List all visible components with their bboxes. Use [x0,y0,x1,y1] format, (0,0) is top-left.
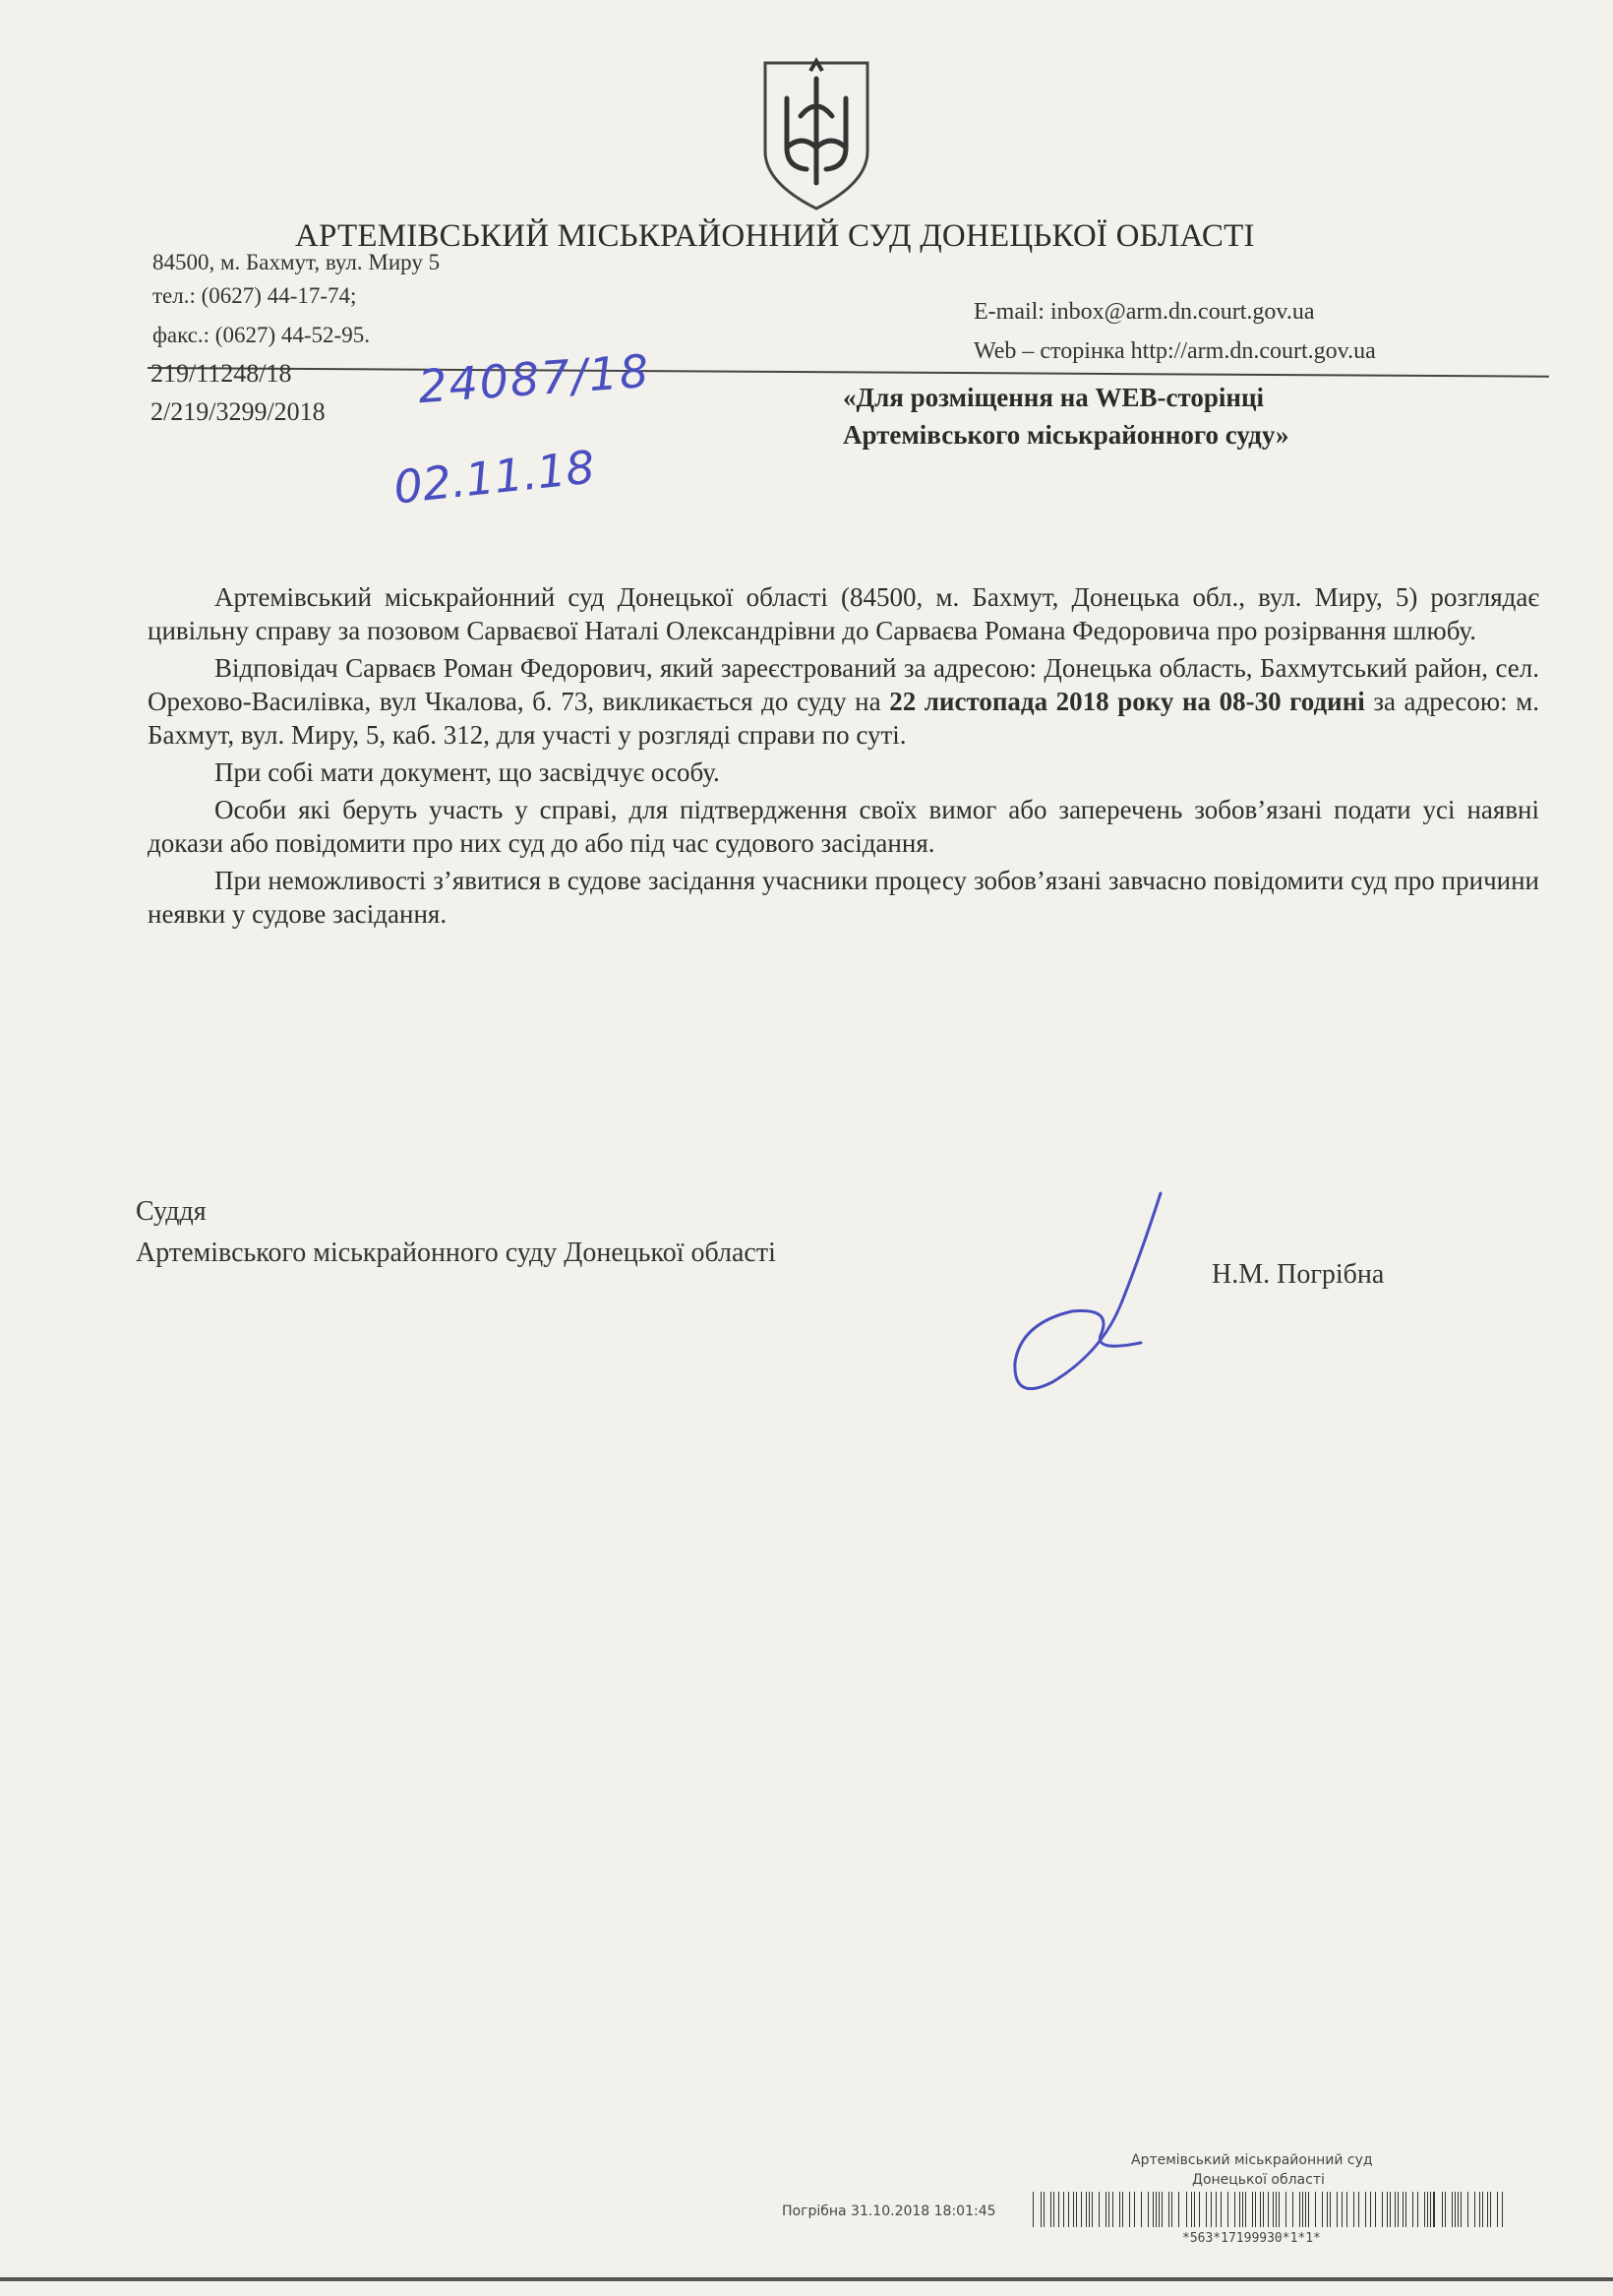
barcode-bar [1358,2192,1359,2227]
barcode-bar [1076,2192,1077,2227]
court-website: Web – сторінка http://arm.dn.court.gov.ua [974,338,1376,364]
barcode-bar [1245,2192,1246,2227]
barcode-bar [1033,2192,1034,2227]
barcode-bar [1199,2192,1200,2227]
court-fax: факс.: (0627) 44-52-95. [152,323,370,347]
barcode-bar [1112,2192,1113,2227]
barcode-bar [1337,2192,1338,2227]
barcode-number: *563*17199930*1*1* [1182,2231,1321,2246]
barcode-bar [1455,2192,1456,2227]
barcode-bar [1412,2192,1413,2227]
barcode-bar [1382,2192,1383,2227]
barcode-bar [1194,2192,1195,2227]
barcode-bar [1134,2192,1135,2227]
handwritten-incoming-number: 24087/18 [416,343,652,414]
barcode-bar [1252,2192,1253,2227]
barcode-bar [1482,2192,1483,2227]
summons-start: Відповідач Сарваєв Роман Федорович, який зареєстрований за адресою: Донецька область, Бахмутський район, сел. Орехово-Василівка, вул Чкалова, б. 73, викликається до суду на [148,653,1539,716]
registration-stamp-date: Погрібна 31.10.2018 18:01:45 [782,2204,996,2219]
paragraph-summons [148,651,1539,752]
registration-stamp-court: Артемівський міськрайонний суд [1131,2152,1373,2168]
paragraph-evidence: Особи які беруть участь у справі, для підтвердження своїх вимог або заперечень зобов’язані подати усі наявні докази або повідомити про них суд до або під час судового засідання. [148,795,1539,858]
barcode-bar [1089,2192,1090,2227]
barcode-bar [1273,2192,1274,2227]
barcode-bar [1315,2192,1316,2227]
handwritten-signature [993,1185,1190,1402]
barcode-bar [1405,2192,1406,2227]
barcode-bar [1276,2192,1277,2227]
barcode-bar [1211,2192,1212,2227]
barcode-bar [1395,2192,1396,2227]
barcode-bar [1370,2192,1371,2227]
barcode-bar [1353,2192,1354,2227]
barcode-bar [1141,2192,1142,2227]
court-title: АРТЕМІВСЬКИЙ МІСЬКРАЙОННИЙ СУД ДОНЕЦЬКОЇ ОБЛАСТІ [295,218,1255,254]
barcode-bar [1255,2192,1256,2227]
web-publication-note [843,379,1289,453]
barcode-bar [1490,2192,1491,2227]
barcode-bar [1186,2192,1187,2227]
barcode-bar [1108,2192,1109,2227]
barcode-bar [1346,2192,1347,2227]
barcode-bar [1260,2192,1261,2227]
barcode-bar [1086,2192,1087,2227]
barcode-bar [1279,2192,1280,2227]
barcode-bar [1053,2192,1054,2227]
barcode-bar [1433,2192,1435,2227]
coat-of-arms-icon [757,57,875,214]
barcode-bar [1452,2192,1453,2227]
barcode-bar [1191,2192,1192,2227]
barcode-bar [1239,2192,1240,2227]
barcode-bar [1305,2192,1306,2227]
barcode-bar [1390,2192,1391,2227]
barcode-bar [1308,2192,1309,2227]
barcode-bar [1458,2192,1459,2227]
barcode-bar [1285,2192,1286,2227]
barcode-bar [1099,2192,1100,2227]
barcode-bar [1479,2192,1480,2227]
barcode-bar [1292,2192,1293,2227]
case-number: 219/11248/18 [150,359,292,388]
paragraph-document: При собі мати документ, що засвідчує особу. [214,757,720,787]
barcode-bar [1474,2192,1475,2227]
barcode-bar [1153,2192,1154,2227]
barcode-bar [1234,2192,1235,2227]
barcode-bar [1050,2192,1051,2227]
proceeding-number: 2/219/3299/2018 [150,397,326,426]
barcode-bar [1461,2192,1462,2227]
judge-title: Суддя [136,1196,207,1227]
barcode-bar [1058,2192,1059,2227]
barcode-bar [1263,2192,1264,2227]
court-email: E-mail: inbox@arm.dn.court.gov.ua [974,299,1315,325]
barcode-bar [1268,2192,1269,2227]
barcode-bar [1327,2192,1328,2227]
hearing-date: 22 листопада 2018 року на 08-30 годині [889,687,1365,716]
barcode-bar [1299,2192,1300,2227]
barcode-bar [1105,2192,1106,2227]
barcode-bar [1497,2192,1498,2227]
barcode-bar [1398,2192,1399,2227]
barcode-bar [1081,2192,1082,2227]
barcode-bar [1502,2192,1503,2227]
barcode-bar [1068,2192,1069,2227]
barcode-bar [1365,2192,1366,2227]
barcode-bar [1073,2192,1074,2227]
barcode-bar [1430,2192,1431,2227]
barcode-bar [1178,2192,1179,2227]
barcode-icon [1033,2192,1510,2227]
barcode-bar [1417,2192,1418,2227]
court-phone: тел.: (0627) 44-17-74; [152,283,357,308]
web-note-line1: «Для розміщення на WEB-сторінці [843,383,1265,412]
barcode-bar [1487,2192,1488,2227]
barcode-bar [1330,2192,1331,2227]
web-note-line2: Артемівського міськрайонного суду» [843,420,1289,450]
handwritten-date: 02.11.18 [390,440,598,514]
header-divider [148,367,1549,378]
barcode-bar [1092,2192,1093,2227]
barcode-bar [1445,2192,1446,2227]
barcode-bar [1242,2192,1243,2227]
barcode-bar [1119,2192,1120,2227]
barcode-bar [1427,2192,1428,2227]
notice-body [148,580,1539,935]
barcode-bar [1227,2192,1228,2227]
barcode-bar [1041,2192,1042,2227]
barcode-bar [1442,2192,1443,2227]
barcode-bar [1171,2192,1172,2227]
barcode-bar [1162,2192,1163,2227]
barcode-bar [1044,2192,1045,2227]
barcode-bar [1302,2192,1303,2227]
registration-stamp-region: Донецької області [1192,2172,1325,2188]
barcode-bar [1424,2192,1425,2227]
barcode-bar [1221,2192,1222,2227]
court-address: 84500, м. Бахмут, вул. Миру 5 [152,250,441,274]
barcode-bar [1168,2192,1169,2227]
summons-end: за адресою: м. Бахмут, вул. Миру, 5, каб. 312, для участі у розгляді справи по суті. [148,687,1539,750]
barcode-bar [1216,2192,1217,2227]
barcode-bar [1156,2192,1157,2227]
paragraph-case: Артемівський міськрайонний суд Донецької області (84500, м. Бахмут, Донецька обл., вул. Миру, 5) розглядає цивільну справу за позовом Сарваєвої Наталі Олександрівни до Сарваєва Романа Федоровича про розірвання шлюбу. [148,582,1539,645]
barcode-bar [1206,2192,1207,2227]
barcode-bar [1403,2192,1404,2227]
barcode-bar [1129,2192,1130,2227]
paragraph-absence: При неможливості з’явитися в судове засідання учасники процесу зобов’язані завчасно повідомити суд про причини неявки у судове засідання. [148,866,1539,929]
barcode-bar [1375,2192,1376,2227]
barcode-bar [1063,2192,1064,2227]
barcode-bar [1322,2192,1323,2227]
scan-edge [0,2277,1613,2281]
barcode-bar [1148,2192,1149,2227]
barcode-bar [1467,2192,1468,2227]
judge-name: Н.М. Погрібна [1212,1259,1385,1290]
barcode-bar [1342,2192,1343,2227]
barcode-bar [1387,2192,1388,2227]
judge-court: Артемівського міськрайонного суду Донецької області [136,1238,776,1268]
barcode-bar [1122,2192,1123,2227]
barcode-bar [1159,2192,1160,2227]
